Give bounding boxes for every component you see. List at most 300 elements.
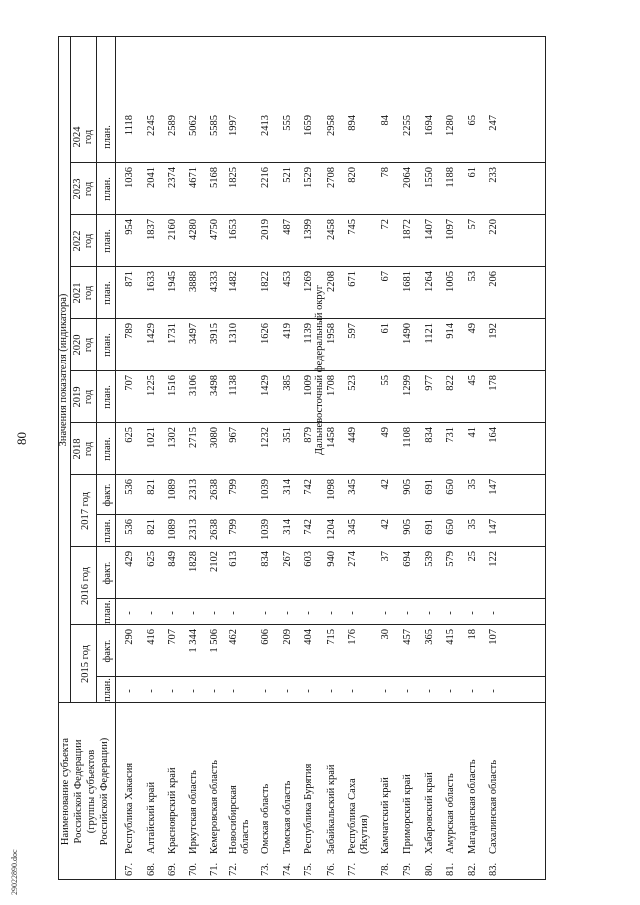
plan-subheader: план. [102,385,113,409]
indicator-value: 2638 [209,479,220,500]
indicator-value: 18 [467,629,478,640]
indicator-value: 625 [124,427,135,443]
region-name: Республика Бурятия [303,763,314,854]
indicator-value: 1089 [167,479,178,500]
indicator-value: 122 [488,551,499,567]
indicator-value: 57 [467,219,478,230]
row-number: 74. [282,862,293,876]
region-name: (Якутия) [359,814,370,854]
indicator-value: 1550 [424,167,435,188]
region-name: Камчатский край [380,777,391,854]
indicator-value: 745 [347,219,358,235]
indicator-value: 536 [124,519,135,535]
year-header: 2021 год [72,282,94,304]
indicator-value: 107 [488,629,499,645]
indicator-value: 821 [146,519,157,535]
indicator-value: 954 [124,219,135,235]
indicator-value: 1098 [326,479,337,500]
indicator-value: - [467,611,478,615]
indicator-value: 715 [326,629,337,645]
table-bottom-rule [545,37,546,880]
indicator-value: 1005 [445,271,456,292]
indicator-value: 2958 [326,115,337,136]
year-header: 2018 год [72,438,94,460]
indicator-value: - [445,611,456,615]
indicator-value: 1121 [424,323,435,344]
indicator-value: - [124,611,135,615]
fact-subheader: факт. [102,639,113,663]
indicator-value: - [146,689,157,693]
indicator-value: 147 [488,479,499,495]
region-name: Иркутская область [188,770,199,854]
row-number: 67. [124,862,135,876]
indicator-value: 2715 [188,427,199,448]
indicator-value: 1302 [167,427,178,448]
indicator-value: 2160 [167,219,178,240]
indicator-value: 1837 [146,219,157,240]
indicator-value: - [228,689,239,693]
table-right-rule [58,36,546,37]
year-header: 2019 год [72,386,94,408]
document-id: 29022890.doc [10,849,19,895]
indicator-value: 940 [326,551,337,567]
indicator-value: 487 [282,219,293,235]
indicator-value: - [260,689,271,693]
row-number: 82. [467,862,478,876]
indicator-value: 3080 [209,427,220,448]
indicator-value: 4671 [188,167,199,188]
indicator-value: 2708 [326,167,337,188]
indicator-value: 1626 [260,323,271,344]
value-column-rule [115,422,545,423]
region-name: Магаданская область [467,759,478,854]
indicator-value: 61 [380,323,391,334]
indicator-value: - [188,689,199,693]
value-column-rule [115,474,545,475]
indicator-value: 523 [347,375,358,391]
indicator-value: 834 [424,427,435,443]
indicator-value: - [146,611,157,615]
indicator-value: 1204 [326,519,337,540]
indicator-value: 385 [282,375,293,391]
indicator-value: 233 [488,167,499,183]
indicator-value: 247 [488,115,499,131]
indicator-value: 415 [445,629,456,645]
indicator-value: 1 344 [188,629,199,653]
value-column-rule [115,266,545,267]
indicator-value: 1694 [424,115,435,136]
plan-subheader: план. [102,678,113,702]
indicator-value: 871 [124,271,135,287]
indicator-value: 1653 [228,219,239,240]
indicator-value: - [209,611,220,615]
indicator-value: 192 [488,323,499,339]
year-header: 2015 год [80,645,91,683]
indicator-value: 2064 [402,167,413,188]
year-header: 2020 год [72,334,94,356]
indicator-value: 53 [467,271,478,282]
indicator-value: - [488,689,499,693]
indicator-value: 4750 [209,219,220,240]
region-name: Кемеровская область [209,760,220,854]
indicator-value: 2313 [188,519,199,540]
indicator-value: 707 [124,375,135,391]
indicator-value: - [467,689,478,693]
indicator-value: 41 [467,427,478,438]
indicator-value: 821 [146,479,157,495]
region-name: Забайкальский край [326,764,337,854]
plan-subheader: план. [102,333,113,357]
region-name: Хабаровский край [424,772,435,854]
fact-subheader: факт. [102,483,113,507]
indicator-value: 1731 [167,323,178,344]
region-name: Республика Саха [347,778,358,854]
indicator-value: 416 [146,629,157,645]
indicator-value: 365 [424,629,435,645]
indicator-value: - [282,611,293,615]
row-number: 71. [209,862,220,876]
region-name: Алтайский край [146,781,157,854]
indicator-value: 1482 [228,271,239,292]
indicator-value: - [445,689,456,693]
indicator-value: 176 [347,629,358,645]
name-column-header: (группы субъектов [86,749,97,834]
indicator-value: 1822 [260,271,271,292]
indicator-value: 1681 [402,271,413,292]
indicator-value: 209 [282,629,293,645]
values-title: Значения показателя (индикатора) [58,293,69,447]
indicator-value: 5585 [209,115,220,136]
page-number: 80 [14,432,29,445]
indicator-value: 707 [167,629,178,645]
value-column-rule [115,676,545,677]
indicator-value: - [347,689,358,693]
indicator-value: 449 [347,427,358,443]
indicator-value: 834 [260,551,271,567]
indicator-value: 1407 [424,219,435,240]
indicator-value: - [424,611,435,615]
indicator-value: 691 [424,479,435,495]
indicator-value: 742 [303,479,314,495]
indicator-value: 1118 [124,115,135,136]
indicator-value: - [167,689,178,693]
plan-subheader: план. [102,519,113,543]
row-number: 79. [402,862,413,876]
indicator-value: 35 [467,519,478,530]
indicator-value: 1188 [445,167,456,188]
year-header: 2016 год [80,567,91,605]
value-column-rule [115,546,545,547]
indicator-value: 799 [228,479,239,495]
indicator-value: 2102 [209,551,220,572]
indicator-value: - [188,611,199,615]
indicator-value: 351 [282,427,293,443]
indicator-value: 42 [380,479,391,490]
row-number: 68. [146,862,157,876]
value-column-rule [115,318,545,319]
indicator-value: 731 [445,427,456,443]
value-column-rule [115,214,545,215]
indicator-value: 419 [282,323,293,339]
indicator-value: 267 [282,551,293,567]
indicator-value: 314 [282,479,293,495]
indicator-value: 597 [347,323,358,339]
indicator-value: 1138 [228,375,239,396]
indicator-value: 579 [445,551,456,567]
indicator-value: - [303,611,314,615]
indicator-value: 2216 [260,167,271,188]
indicator-value: - [347,611,358,615]
indicator-value: 905 [402,519,413,535]
indicator-value: 290 [124,629,135,645]
indicator-value: 78 [380,167,391,178]
row-number: 76. [326,862,337,876]
indicator-value: - [282,689,293,693]
indicator-value: 42 [380,519,391,530]
region-name: область [240,819,251,854]
indicator-value: 894 [347,115,358,131]
indicator-value: 905 [402,479,413,495]
indicator-value: - [402,689,413,693]
indicator-value: 5062 [188,115,199,136]
region-name: Омская область [260,783,271,854]
indicator-value: - [303,689,314,693]
indicator-value: 1009 [303,375,314,396]
region-name: Приморский край [402,774,413,854]
indicator-value: 35 [467,479,478,490]
indicator-value: 206 [488,271,499,287]
indicator-value: 220 [488,219,499,235]
plan-subheader: план. [102,125,113,149]
plan-subheader: план. [102,281,113,305]
indicator-value: 3915 [209,323,220,344]
row-number: 72. [228,862,239,876]
value-column-rule [115,370,545,371]
indicator-value: 4333 [209,271,220,292]
indicator-value: 1490 [402,323,413,344]
indicator-value: 4280 [188,219,199,240]
indicator-value: 164 [488,427,499,443]
indicator-value: 521 [282,167,293,183]
plan-subheader: план. [102,600,113,624]
indicator-value: 1232 [260,427,271,448]
indicator-value: 84 [380,115,391,126]
indicator-value: 1097 [445,219,456,240]
row-number: 77. [347,862,358,876]
indicator-value: 61 [467,167,478,178]
region-name: Красноярский край [167,767,178,854]
indicator-value: 2041 [146,167,157,188]
row-number: 69. [167,862,178,876]
indicator-value: - [167,611,178,615]
indicator-value: - [326,689,337,693]
indicator-value: 1872 [402,219,413,240]
section-title: Дальневосточный федеральный округ [314,284,325,456]
table-left-rule [58,879,545,880]
indicator-value: - [402,611,413,615]
indicator-value: 1708 [326,375,337,396]
value-column-rule [115,162,545,163]
row-number: 73. [260,862,271,876]
indicator-value: 429 [124,551,135,567]
indicator-value: 650 [445,479,456,495]
indicator-value: 914 [445,323,456,339]
indicator-value: 2245 [146,115,157,136]
indicator-value: 3497 [188,323,199,344]
indicator-value: 3106 [188,375,199,396]
indicator-value: 45 [467,375,478,386]
indicator-value: 1269 [303,271,314,292]
row-number: 78. [380,862,391,876]
indicator-value: 178 [488,375,499,391]
indicator-value: 2313 [188,479,199,500]
plan-subheader: план. [102,177,113,201]
plan-subheader: план. [102,437,113,461]
indicator-value: - [380,611,391,615]
indicator-value: - [260,611,271,615]
year-header: 2024 год [72,126,94,148]
indicator-value: 1280 [445,115,456,136]
indicator-value: 2255 [402,115,413,136]
row-number: 75. [303,862,314,876]
indicator-value: 1633 [146,271,157,292]
indicator-value: 314 [282,519,293,535]
indicator-value: 625 [146,551,157,567]
indicator-value: 1399 [303,219,314,240]
indicator-value: 3888 [188,271,199,292]
indicator-value: 1225 [146,375,157,396]
indicator-value: - [124,689,135,693]
indicator-value: 613 [228,551,239,567]
indicator-value: 345 [347,479,358,495]
indicator-value: - [424,689,435,693]
indicator-value: 453 [282,271,293,287]
row-number: 80. [424,862,435,876]
indicator-value: 1036 [124,167,135,188]
indicator-value: 1825 [228,167,239,188]
indicator-value: 55 [380,375,391,386]
header-bottom-rule [115,37,116,880]
indicator-value: 671 [347,271,358,287]
region-name: Новосибирская [228,785,239,854]
name-column-header: Наименование субъекта [60,737,71,846]
indicator-value: 1429 [260,375,271,396]
region-name: Амурская область [445,773,456,854]
indicator-value: 67 [380,271,391,282]
indicator-value: 37 [380,551,391,562]
indicator-value: 1039 [260,519,271,540]
indicator-value: - [380,689,391,693]
indicator-value: 1021 [146,427,157,448]
indicator-value: 1429 [146,323,157,344]
indicator-value: 3498 [209,375,220,396]
indicator-value: 65 [467,115,478,126]
indicator-value: 820 [347,167,358,183]
indicator-value: 72 [380,219,391,230]
indicator-value: 691 [424,519,435,535]
indicator-value: 539 [424,551,435,567]
value-column-rule [115,624,545,625]
indicator-value: 345 [347,519,358,535]
value-column-rule [115,598,545,599]
indicator-value: 1529 [303,167,314,188]
fact-subheader: факт. [102,561,113,585]
indicator-value: 2019 [260,219,271,240]
name-column-rule [58,702,545,703]
indicator-value: - [209,689,220,693]
indicator-value: 1039 [260,479,271,500]
indicator-value: 822 [445,375,456,391]
indicator-value: 1828 [188,551,199,572]
row-number: 81. [445,862,456,876]
indicator-value: 1997 [228,115,239,136]
indicator-value: 603 [303,551,314,567]
indicator-value: 25 [467,551,478,562]
indicator-value: 1299 [402,375,413,396]
name-column-header: Российской Федерации) [99,737,110,846]
indicator-value: 5168 [209,167,220,188]
indicator-value: 1139 [303,323,314,344]
indicator-value: 555 [282,115,293,131]
indicator-value: 147 [488,519,499,535]
indicator-value: 30 [380,629,391,640]
region-name: Томская область [282,780,293,854]
indicator-value: - [228,611,239,615]
indicator-value: 1 506 [209,629,220,653]
indicator-value: 1958 [326,323,337,344]
indicator-value: 789 [124,323,135,339]
indicator-value: 694 [402,551,413,567]
indicator-value: 49 [380,427,391,438]
value-column-rule [115,514,545,515]
indicator-value: 967 [228,427,239,443]
indicator-value: 2458 [326,219,337,240]
indicator-value: 1264 [424,271,435,292]
indicator-value: 1945 [167,271,178,292]
indicator-value: 1458 [326,427,337,448]
indicator-value: 1516 [167,375,178,396]
indicator-value: 1310 [228,323,239,344]
indicator-value: - [488,611,499,615]
indicator-value: 799 [228,519,239,535]
year-header: 2023 год [72,178,94,200]
indicator-value: 274 [347,551,358,567]
row-number: 70. [188,862,199,876]
region-name: Сахалинская область [488,760,499,854]
year-header: 2022 год [72,230,94,252]
indicator-value: 742 [303,519,314,535]
indicator-value: 2413 [260,115,271,136]
indicator-value: 462 [228,629,239,645]
indicator-value: 2208 [326,271,337,292]
indicator-value: 49 [467,323,478,334]
indicator-value: 606 [260,629,271,645]
indicator-value: - [326,611,337,615]
indicator-value: 879 [303,427,314,443]
indicator-value: 404 [303,629,314,645]
indicator-value: 1659 [303,115,314,136]
row-number: 83. [488,862,499,876]
indicator-value: 977 [424,375,435,391]
name-column-header: Российской Федерации [73,739,84,844]
indicator-value: 650 [445,519,456,535]
indicator-value: 2589 [167,115,178,136]
indicator-value: 849 [167,551,178,567]
plan-subheader: план. [102,229,113,253]
indicator-value: 536 [124,479,135,495]
indicator-value: 1089 [167,519,178,540]
year-header: 2017 год [80,492,91,530]
